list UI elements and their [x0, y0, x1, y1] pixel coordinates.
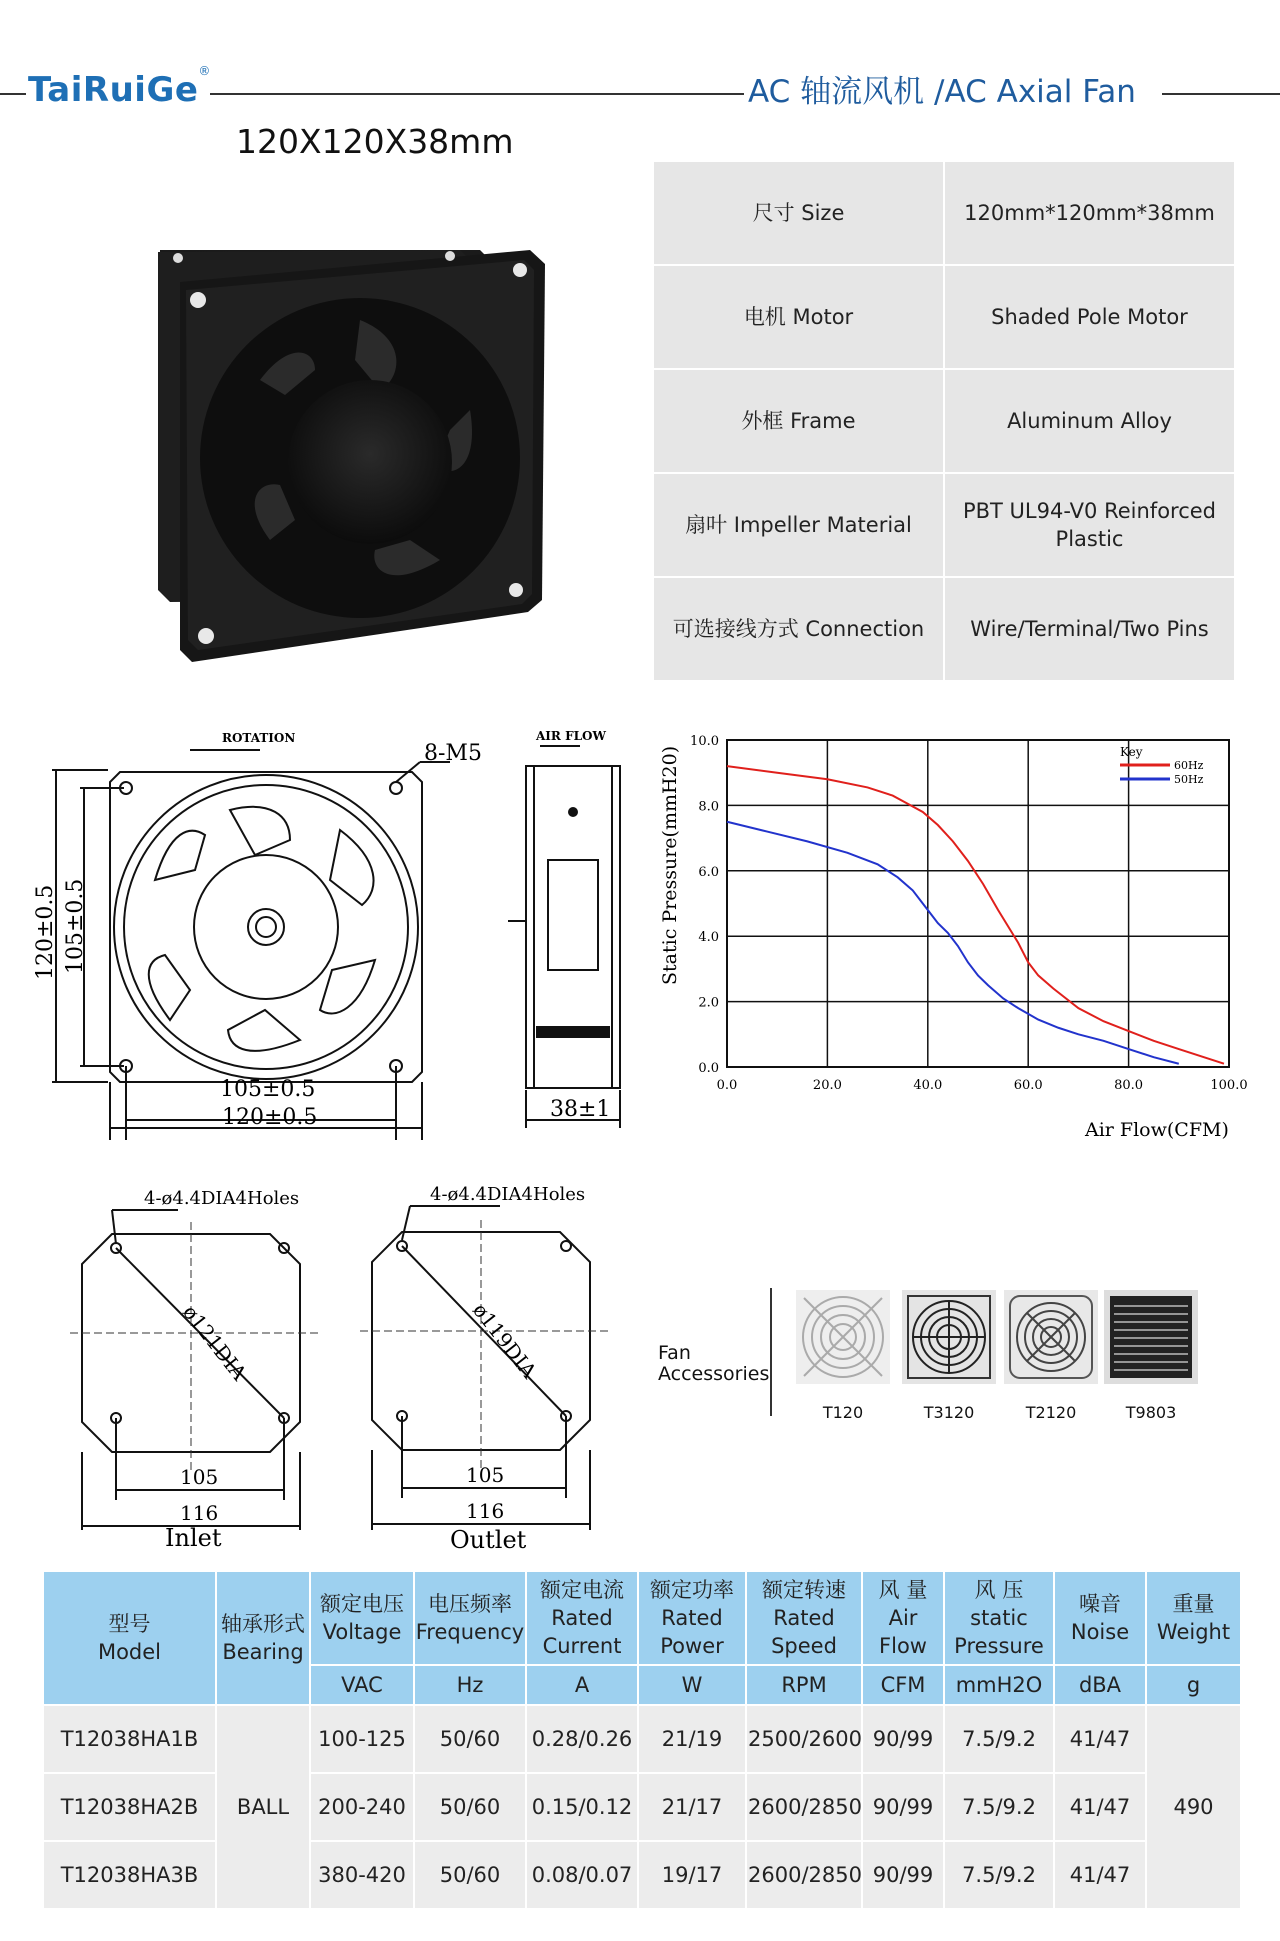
cell-frequency: 50/60: [414, 1841, 526, 1909]
depth-label: 38±1: [550, 1097, 611, 1122]
outlet-dia-label: ø119DIA: [468, 1298, 542, 1383]
cell-model: T12038HA3B: [43, 1841, 216, 1909]
outlet-116-label: 116: [466, 1499, 505, 1523]
spec-value: Shaded Pole Motor: [944, 265, 1235, 369]
fan-photo: [150, 230, 550, 690]
inlet-116-label: 116: [180, 1501, 219, 1525]
dim-105b-label: 105±0.5: [220, 1077, 316, 1102]
cell-voltage: 200-240: [310, 1773, 414, 1841]
cell-pressure: 7.5/9.2: [944, 1705, 1054, 1773]
cell-power: 21/17: [638, 1773, 746, 1841]
dim-120b-label: 120±0.5: [222, 1105, 318, 1130]
cell-voltage: 380-420: [310, 1841, 414, 1909]
cell-model: T12038HA1B: [43, 1705, 216, 1773]
outlet-105-label: 105: [466, 1463, 505, 1487]
accessories-label: Fan Accessories: [658, 1342, 770, 1385]
cell-current: 0.28/0.26: [526, 1705, 638, 1773]
cell-noise: 41/47: [1054, 1705, 1146, 1773]
col-airflow: 风 量 Air Flow: [862, 1571, 944, 1665]
spec-label: 扇叶 Impeller Material: [653, 473, 944, 577]
unit-noise: dBA: [1054, 1665, 1146, 1705]
chart-x-tick-label: 0.0: [716, 1078, 738, 1093]
spec-value: 120mm*120mm*38mm: [944, 161, 1235, 265]
outlet-drawing: [360, 1170, 640, 1554]
cell-frequency: 50/60: [414, 1705, 526, 1773]
accessories-divider: [770, 1288, 772, 1416]
chart-x-tick-label: 100.0: [1210, 1078, 1248, 1093]
spec-table: [652, 160, 1236, 682]
cell-noise: 41/47: [1054, 1841, 1146, 1909]
accessory-caption-t3120: T3120: [923, 1403, 975, 1422]
spec-value: Wire/Terminal/Two Pins: [944, 577, 1235, 681]
chart-y-tick-label: 4.0: [698, 930, 719, 946]
accessory-caption-t2120: T2120: [1025, 1403, 1077, 1422]
cell-frequency: 50/60: [414, 1773, 526, 1841]
guard-t3120: [902, 1290, 996, 1384]
cell-voltage: 100-125: [310, 1705, 414, 1773]
table-row: [43, 1705, 1241, 1773]
table-header-row: [43, 1571, 1241, 1665]
cell-airflow: 90/99: [862, 1773, 944, 1841]
header-rule-mid: [210, 93, 744, 95]
cell-power: 21/19: [638, 1705, 746, 1773]
inlet-label: Inlet: [165, 1524, 222, 1552]
cell-power: 19/17: [638, 1841, 746, 1909]
spec-row-connection: [653, 577, 1235, 681]
unit-frequency: Hz: [414, 1665, 526, 1705]
chart-y-tick-label: 0.0: [698, 1061, 719, 1076]
cell-pressure: 7.5/9.2: [944, 1773, 1054, 1841]
cell-weight: 490: [1146, 1705, 1241, 1909]
cell-speed: 2600/2850: [746, 1773, 862, 1841]
col-noise: 噪音 Noise: [1054, 1571, 1146, 1665]
chart-x-ticks: [717, 1078, 1248, 1093]
dim-120-label: 120±0.5: [33, 884, 58, 980]
chart-x-tick-label: 20.0: [812, 1078, 842, 1093]
unit-speed: RPM: [746, 1665, 862, 1705]
chart-ylabel: Static Pressure(mmH20): [659, 745, 681, 985]
side-drawing: [500, 720, 650, 1140]
legend-50hz: 50Hz: [1174, 773, 1204, 786]
outlet-label: Outlet: [450, 1526, 527, 1554]
filter-t9803: [1104, 1290, 1198, 1384]
spec-value: Aluminum Alloy: [944, 369, 1235, 473]
col-speed: 额定转速 Rated Speed: [746, 1571, 862, 1665]
cell-airflow: 90/99: [862, 1705, 944, 1773]
unit-pressure: mmH2O: [944, 1665, 1054, 1705]
model-spec-table: [42, 1570, 1242, 1910]
chart-plot-area: [727, 740, 1229, 1067]
brand-logo: TaiRuiGe®: [28, 63, 211, 110]
accessory-caption-t9803: T9803: [1125, 1403, 1177, 1422]
chart-y-ticks: [690, 734, 719, 1076]
col-power: 额定功率 Rated Power: [638, 1571, 746, 1665]
cell-noise: 41/47: [1054, 1773, 1146, 1841]
cell-current: 0.15/0.12: [526, 1773, 638, 1841]
col-frequency: 电压频率 Frequency: [414, 1571, 526, 1665]
header-rule-right: [1162, 93, 1280, 95]
spec-row-motor: [653, 265, 1235, 369]
chart-xlabel: Air Flow(CFM): [1085, 1119, 1229, 1141]
cell-bearing: BALL: [216, 1705, 310, 1909]
cell-speed: 2600/2850: [746, 1841, 862, 1909]
spec-row-size: [653, 161, 1235, 265]
dim-105-label: 105±0.5: [63, 878, 88, 974]
col-model: 型号 Model: [43, 1571, 216, 1705]
inlet-dia-label: ø121DIA: [178, 1300, 252, 1385]
chart-x-tick-label: 60.0: [1013, 1078, 1043, 1093]
inlet-105-label: 105: [180, 1465, 219, 1489]
chart-x-tick-label: 40.0: [913, 1078, 943, 1093]
chart-y-tick-label: 2.0: [698, 995, 719, 1011]
inlet-holes-label: 4-ø4.4DIA4Holes: [144, 1188, 300, 1209]
pq-chart: [650, 720, 1250, 1160]
unit-current: A: [526, 1665, 638, 1705]
guard-t2120: [1004, 1290, 1098, 1384]
guard-t120: [796, 1290, 890, 1384]
spec-label: 尺寸 Size: [653, 161, 944, 265]
chart-x-tick-label: 80.0: [1114, 1078, 1144, 1093]
spec-row-impeller: [653, 473, 1235, 577]
screw-label: 8-M5: [424, 741, 482, 766]
cell-model: T12038HA2B: [43, 1773, 216, 1841]
spec-row-frame: [653, 369, 1235, 473]
spec-label: 外框 Frame: [653, 369, 944, 473]
col-bearing: 轴承形式 Bearing: [216, 1571, 310, 1705]
col-current: 额定电流 Rated Current: [526, 1571, 638, 1665]
chart-key-title: Key: [1120, 745, 1143, 759]
chart-y-tick-label: 6.0: [698, 864, 719, 880]
cell-pressure: 7.5/9.2: [944, 1841, 1054, 1909]
header-rule-left: [0, 93, 26, 95]
cell-airflow: 90/99: [862, 1841, 944, 1909]
page-title: AC 轴流风机 /AC Axial Fan: [748, 74, 1136, 110]
spec-label: 可选接线方式 Connection: [653, 577, 944, 681]
airflow-label: AIR FLOW: [536, 729, 606, 743]
cell-current: 0.08/0.07: [526, 1841, 638, 1909]
chart-y-tick-label: 10.0: [690, 734, 719, 749]
accessory-caption-t120: T120: [822, 1403, 864, 1422]
spec-label: 电机 Motor: [653, 265, 944, 369]
unit-power: W: [638, 1665, 746, 1705]
product-dimension: 120X120X38mm: [236, 122, 514, 161]
spec-value: PBT UL94-V0 Reinforced Plastic: [944, 473, 1235, 577]
legend-60hz: 60Hz: [1174, 759, 1204, 772]
front-drawing: [33, 720, 490, 1140]
unit-voltage: VAC: [310, 1665, 414, 1705]
col-voltage: 额定电压 Voltage: [310, 1571, 414, 1665]
cell-speed: 2500/2600: [746, 1705, 862, 1773]
col-pressure: 风 压 static Pressure: [944, 1571, 1054, 1665]
chart-y-tick-label: 8.0: [698, 799, 719, 815]
unit-weight: g: [1146, 1665, 1241, 1705]
col-weight: 重量 Weight: [1146, 1571, 1241, 1665]
outlet-holes-label: 4-ø4.4DIA4Holes: [430, 1184, 586, 1205]
unit-airflow: CFM: [862, 1665, 944, 1705]
rotation-label: ROTATION: [222, 731, 296, 745]
inlet-drawing: [70, 1170, 350, 1550]
